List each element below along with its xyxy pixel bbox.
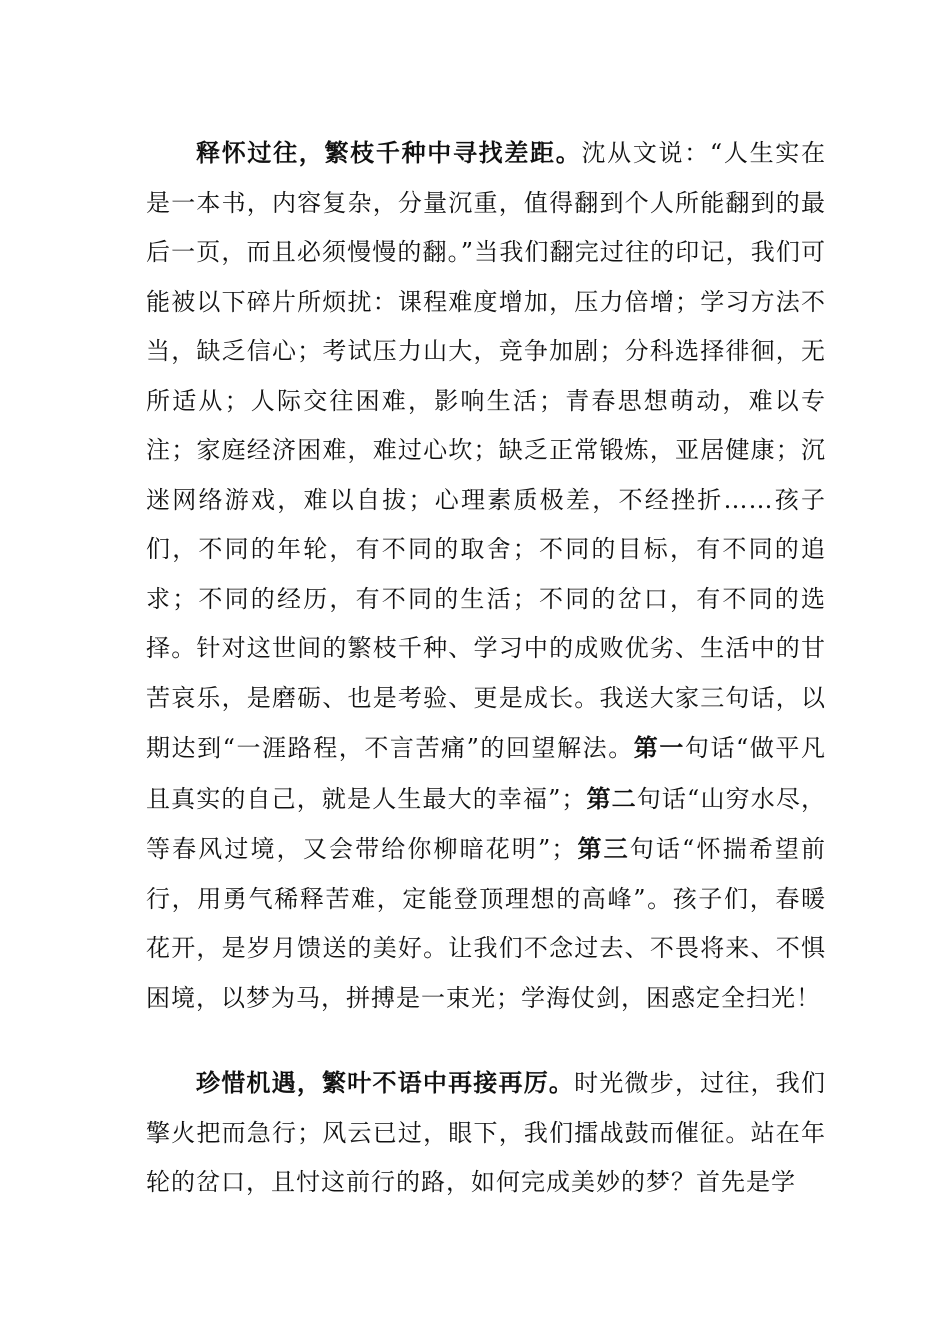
paragraph-body: 沈从文说：“人生实在是一本书，内容复杂，分量沉重，值得翻到个人所能翻到的最后一页，而且必须慢慢的翻。”当我们翻完过往的印记，我们可能被以下碎片所烦扰：课程难度增加，压力倍增；学习方法不当，缺乏信心；考试压力山大，竞争加剧；分科选择徘徊，无所适从；人际交往困难，影响生活；青春思想萌动，难以专注；家庭经济困难，难过心坎；缺乏正常锻炼，亚居健康；沉迷网络游戏，难以自拔；心理素质极差，不经挫折……孩子们，不同的年轮，有不同的取舍；不同的目标，有不同的追求；不同的经历，有不同的生活；不同的岔口，有不同的选择。针对这世间的繁枝千种、学习中的成败优劣、生活中的甘苦哀乐，是磨砺、也是考验、更是成长。我送大家三句话，以期达到“一涯路程，不言苦痛”的回望解法。 xyxy=(146,139,826,762)
paragraph-release-past xyxy=(146,128,826,1023)
sentence-third: 句话“怀揣希望前行，用勇气稀释苦难，定能登顶理想的高峰”。孩子们，春暖花开，是岁月馈送的美好。让我们不念过去、不畏将来、不惧困境，以梦为马，拼搏是一束光；学海仗剑，困惑定全扫光！ xyxy=(146,835,826,1012)
sentence-label-second: 第二 xyxy=(586,783,637,813)
paragraph-cherish-opportunity xyxy=(146,1058,826,1208)
paragraph-heading: 释怀过往，繁枝千种中寻找差距。 xyxy=(196,138,582,167)
sentence-label-first: 第一 xyxy=(633,733,685,762)
paragraph-body: 时光微步，过往，我们擎火把而急行；风云已过，眼下，我们擂战鼓而催征。站在年轮的岔口，且忖这前行的路，如何完成美妙的梦？首先是学 xyxy=(146,1069,826,1196)
sentence-label-third: 第三 xyxy=(576,834,630,863)
sentence-second: 句话“山穷水尽，等春风过境，又会带给你柳暗花明”； xyxy=(146,784,826,863)
sentence-first: 句话“做平凡且真实的自己，就是人生最大的幸福”； xyxy=(146,734,826,813)
paragraph-heading: 珍惜机遇，繁叶不语中再接再厉。 xyxy=(196,1068,575,1097)
